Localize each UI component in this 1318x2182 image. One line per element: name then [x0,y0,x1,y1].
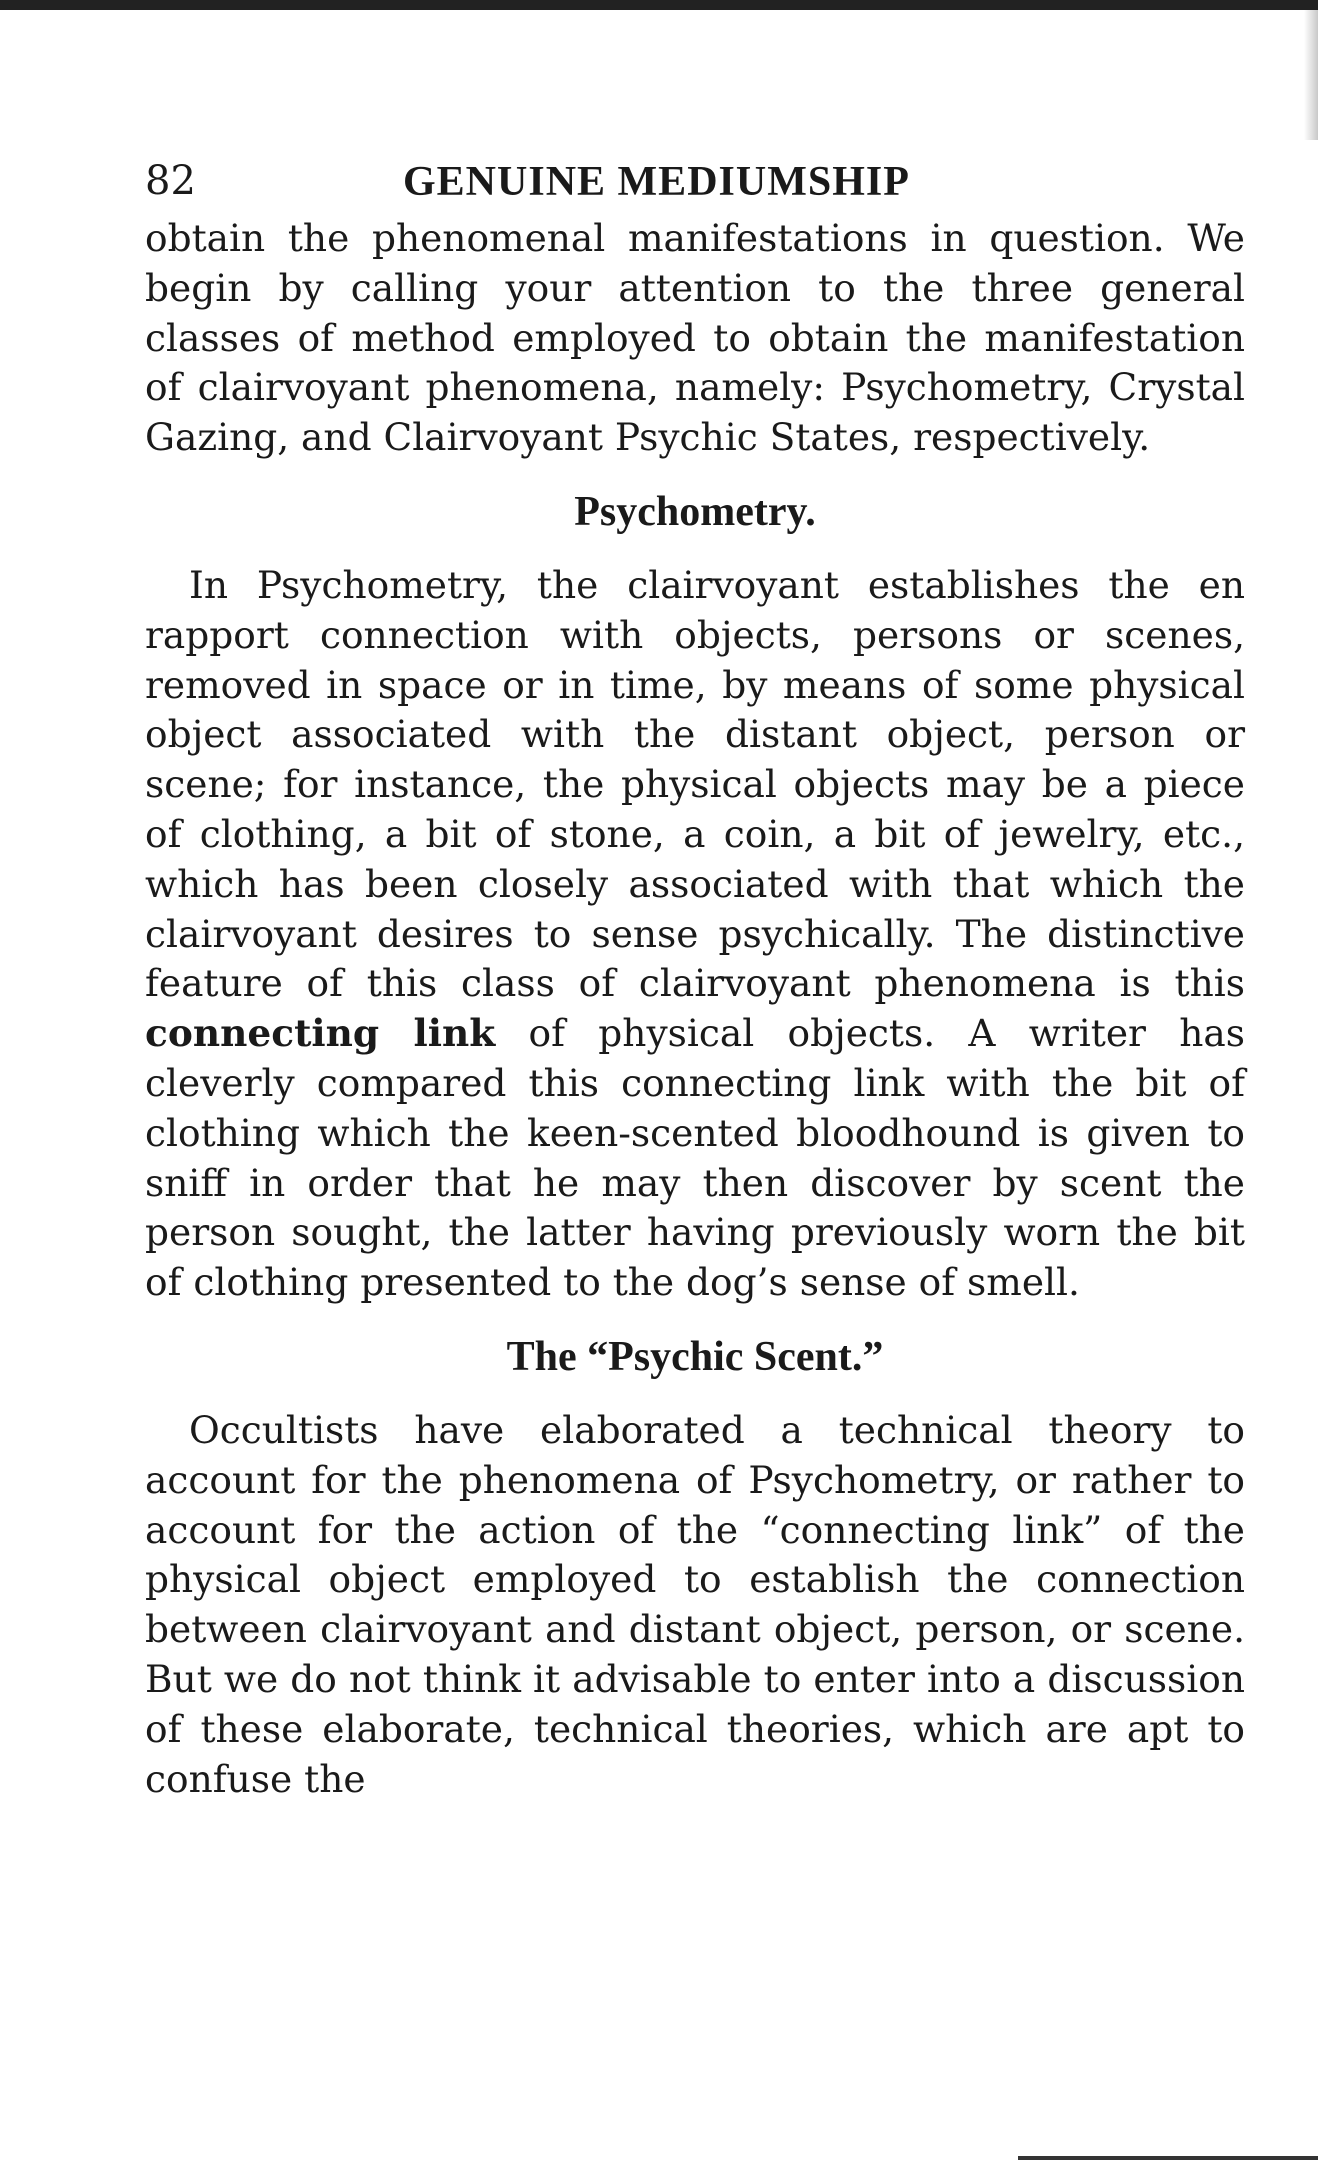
book-title: GENUINE MEDIUMSHIP [403,159,910,205]
page-edge-shadow [1304,10,1318,140]
book-page [145,150,1245,1804]
section-heading-psychic-scent: The “Psychic Scent.” [506,1333,884,1380]
psychic-scent-paragraph: Occultists have elaborated a technical theory to account for the phenomena of Psychometry, or rather to account for the action of the “connecting link” of the physical object employed to establish the connection between clairvoyant and distant object, person, or scene. But we do not think it advisable to enter into a discussion of these elaborate, technical theories, which are apt to confuse the [145,1407,1245,1801]
psychometry-text-after: of physical objects. A writer has cleverly compared this connecting link with the bit of clothing which the keen-scented bloodhound is given to sniff in order that he may then discover by scent the person sought, the latter having previously worn the bit of clothing presented to the dog’s sense of smell. [145,1011,1245,1305]
page-number: 82 [145,158,196,204]
section-heading-psychometry: Psychometry. [574,488,816,535]
running-head [145,150,1245,214]
connecting-link-emphasis: connecting link [145,1011,496,1056]
psychometry-paragraph [145,561,1245,1308]
opening-paragraph: obtain the phenomenal manifestations in question. We begin by calling your attention to the three general classes of method employed to obtain the manifestation of clairvoyant phenomena, namely: Psychometry, Crystal Gazing, and Clairvoyant Psychic States, respectively. [145,216,1245,460]
psychometry-text-before: In Psychometry, the clairvoyant establishes the en rapport connection with objects, persons or scenes, removed in space or in time, by means of some physical object associated with the distant object, person or scene; for instance, the physical objects may be a piece of clothing, a bit of stone, a coin, a bit of jewelry, etc., which has been closely associated with that which the clairvoyant desires to sense psychically. The distinctive feature of this class of clairvoyant phenomena is this [145,562,1245,1006]
bottom-edge-mark [1018,2156,1318,2160]
top-edge-rule [0,0,1318,10]
